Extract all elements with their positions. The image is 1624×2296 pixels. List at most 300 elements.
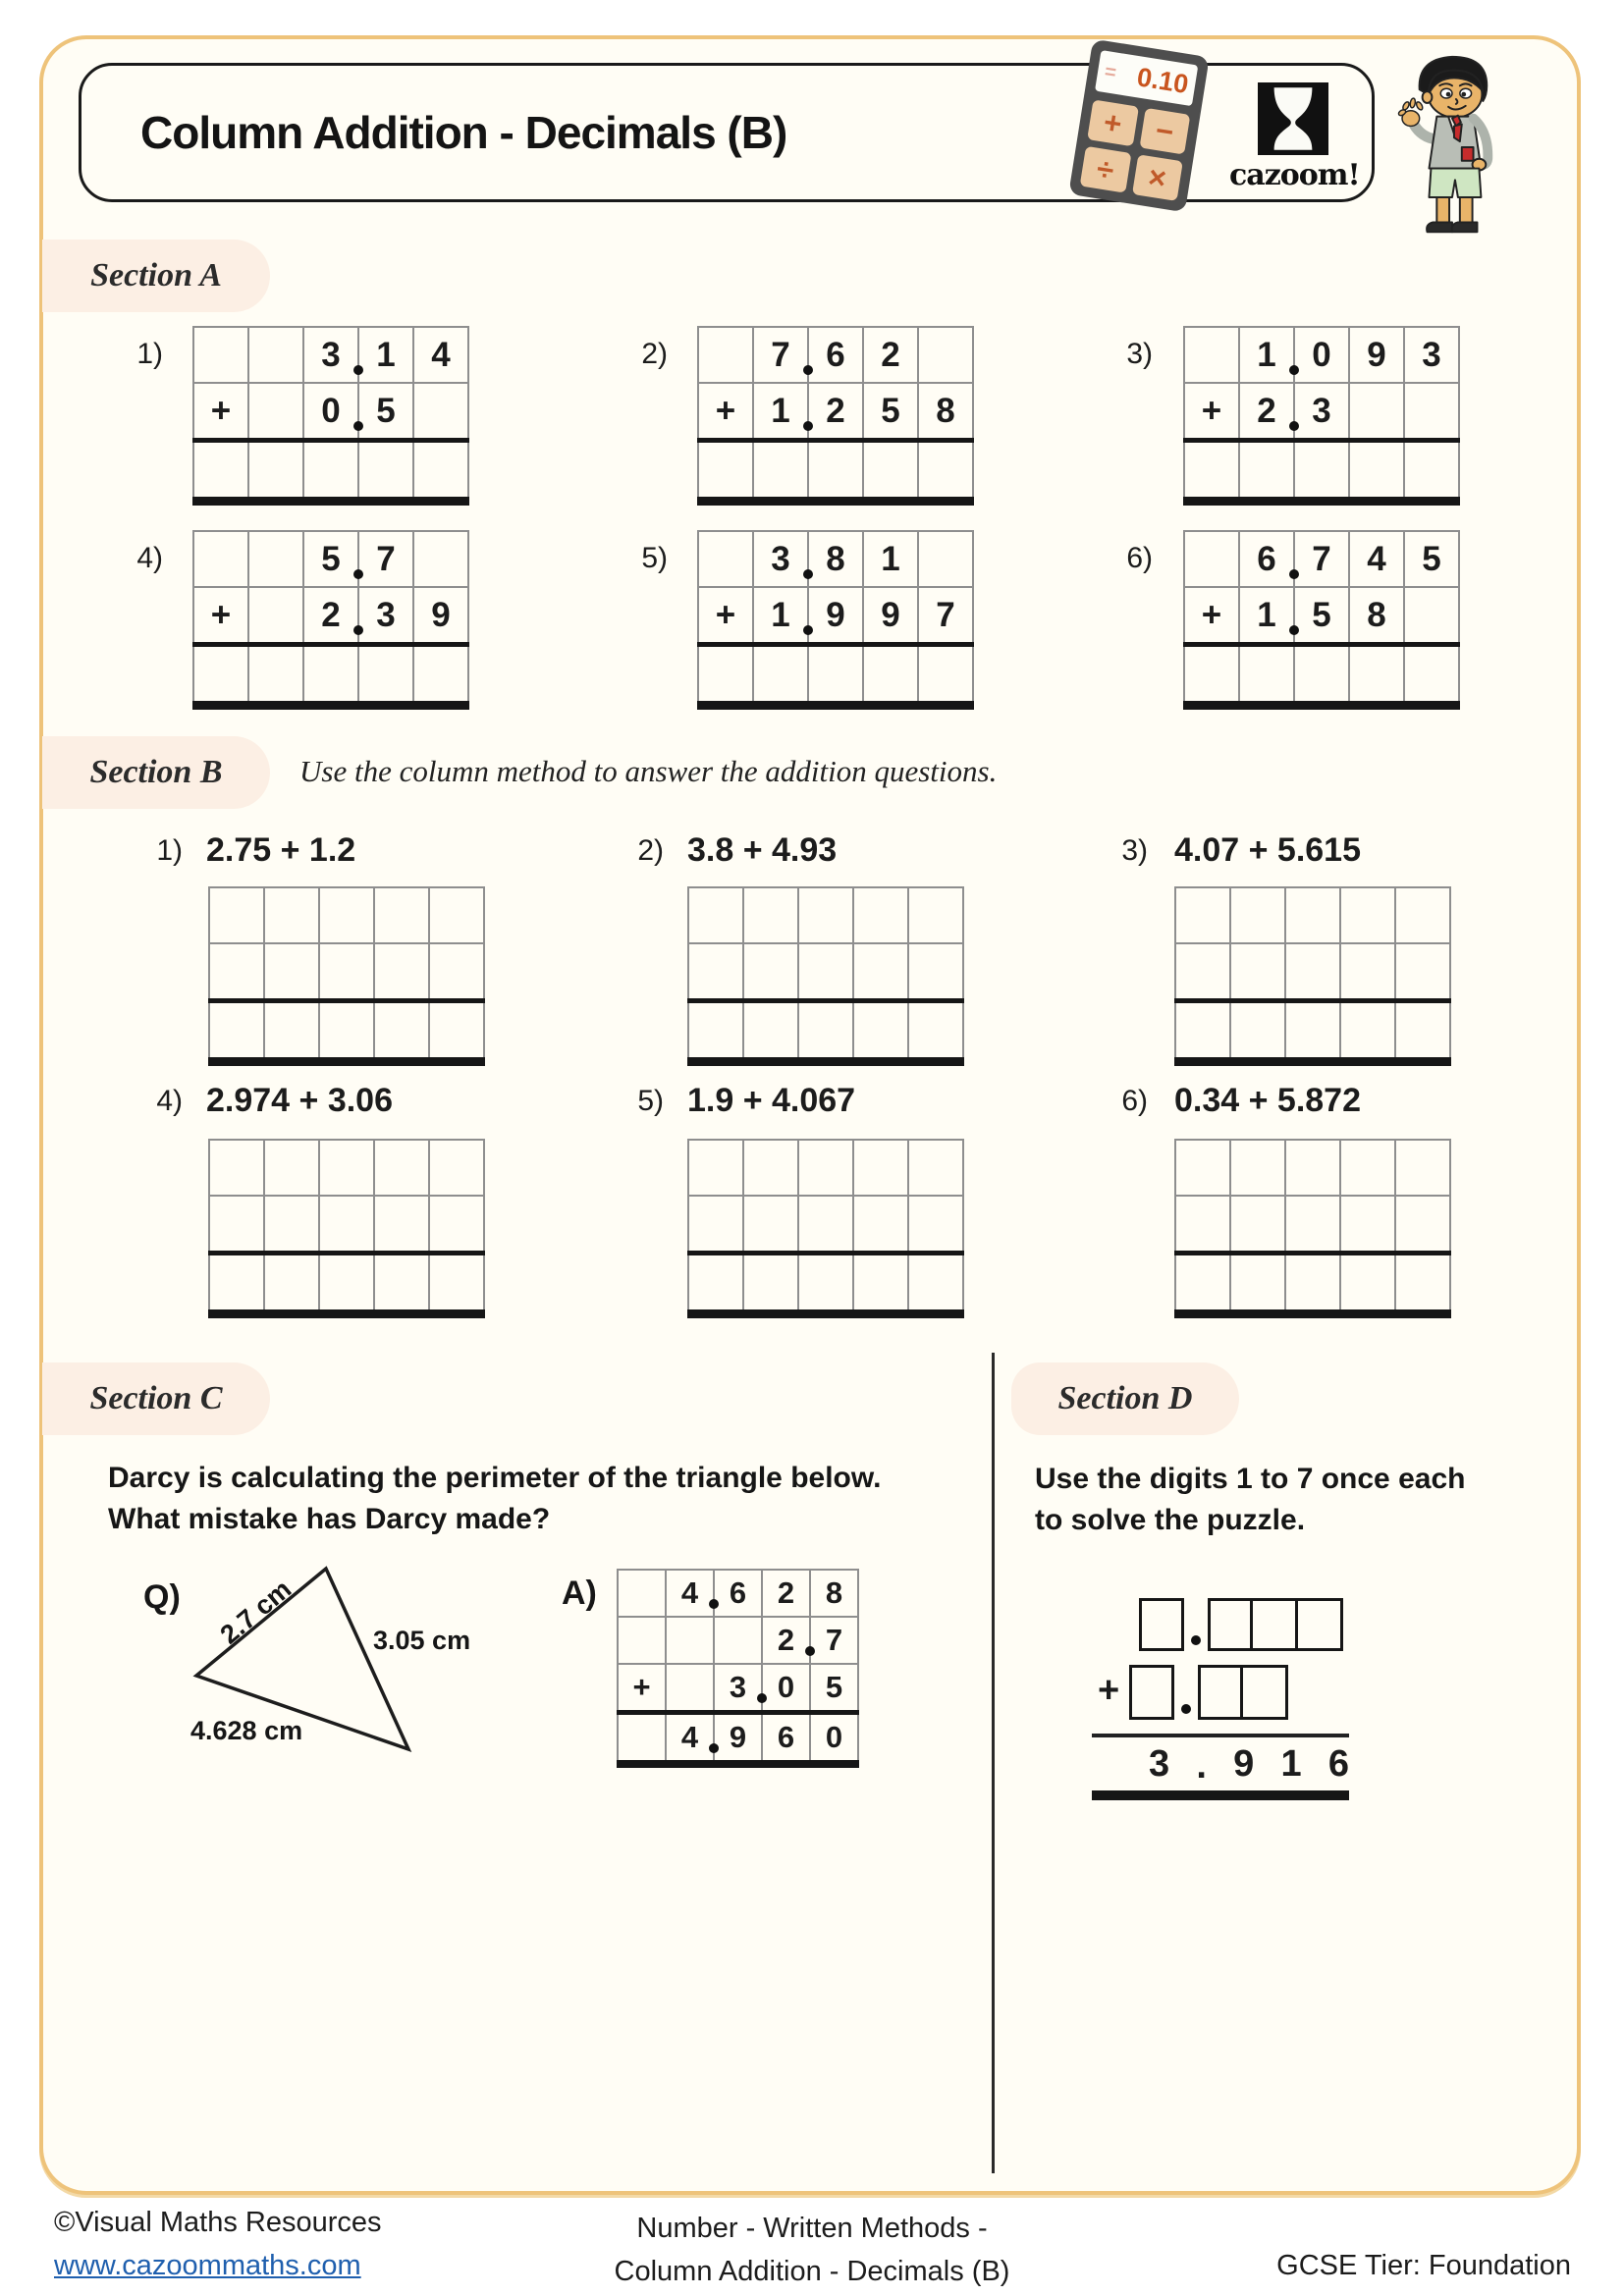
- grid-cell: [248, 645, 303, 706]
- column-grid-a3: [1183, 326, 1460, 506]
- multiply-key-icon: ×: [1132, 154, 1183, 201]
- grid-cell: [714, 1617, 762, 1664]
- grid-cell: [698, 441, 753, 502]
- grid-cell: [743, 1140, 798, 1196]
- grid-cell: [808, 645, 863, 706]
- section-c-question-line1: Darcy is calculating the perimeter of the triangle below.: [108, 1462, 882, 1494]
- puzzle-answer: [1149, 1743, 1349, 1786]
- digit-box: [1298, 1598, 1343, 1651]
- grid-cell: 1: [358, 327, 413, 383]
- decimal-point: [353, 421, 363, 431]
- problem-number: 1): [156, 834, 183, 867]
- empty-working-grid-b6: [1174, 1139, 1451, 1318]
- grid-cell: 6: [808, 327, 863, 383]
- grid-cell: [1285, 1196, 1340, 1254]
- answer-label: A): [562, 1575, 597, 1612]
- grid-cell: [374, 887, 429, 943]
- decimal-point: [1191, 1635, 1201, 1645]
- grid-cell: +: [698, 587, 753, 645]
- digit-box: [1208, 1598, 1253, 1651]
- grid-cell: [853, 1001, 908, 1062]
- grid-cell: [1230, 943, 1285, 1001]
- plus-sign: +: [1098, 1670, 1120, 1711]
- grid-cell: 9: [863, 587, 918, 645]
- grid-cell: 4: [666, 1570, 714, 1617]
- grid-cell: [798, 943, 853, 1001]
- grid-cell: [743, 943, 798, 1001]
- darcy-working-grid: [617, 1569, 859, 1768]
- grid-cell: [798, 1254, 853, 1314]
- grid-cell: [918, 531, 973, 587]
- section-c-question-line2: What mistake has Darcy made?: [108, 1503, 551, 1535]
- grid-cell: [798, 1001, 853, 1062]
- cazoom-goblet-icon: [1258, 82, 1328, 155]
- puzzle-row-2: [1098, 1665, 1288, 1720]
- section-d-label: Section D: [1011, 1362, 1239, 1435]
- grid-cell: [1404, 645, 1459, 706]
- grid-cell: [1184, 441, 1239, 502]
- grid-cell: 7: [918, 587, 973, 645]
- decimal-point: [1289, 421, 1299, 431]
- problem-number: 5): [637, 1085, 664, 1117]
- grid-cell: [358, 441, 413, 502]
- grid-cell: [1395, 887, 1450, 943]
- grid-cell: 4: [666, 1713, 714, 1765]
- grid-cell: 7: [1294, 531, 1349, 587]
- grid-cell: [743, 1196, 798, 1254]
- grid-cell: [193, 645, 248, 706]
- grid-cell: [374, 1001, 429, 1062]
- column-grid-a4: [192, 530, 469, 710]
- section-divider-line: [992, 1353, 995, 2173]
- grid-cell: [1175, 943, 1230, 1001]
- grid-cell: [666, 1617, 714, 1664]
- grid-cell: 3: [714, 1664, 762, 1713]
- grid-cell: +: [1184, 383, 1239, 441]
- website-link[interactable]: www.cazoommaths.com: [54, 2250, 361, 2281]
- empty-working-grid-b2: [687, 886, 964, 1066]
- grid-cell: [413, 645, 468, 706]
- problem-expression: 4.07 + 5.615: [1174, 831, 1362, 869]
- grid-cell: [798, 1196, 853, 1254]
- grid-cell: 8: [808, 531, 863, 587]
- grid-cell: [1239, 645, 1294, 706]
- grid-cell: 3: [358, 587, 413, 645]
- grid-cell: 5: [303, 531, 358, 587]
- footer-copyright: ©Visual Maths Resources: [54, 2207, 382, 2238]
- grid-cell: [319, 943, 374, 1001]
- grid-cell: [303, 645, 358, 706]
- grid-cell: [1340, 1254, 1395, 1314]
- digit-box: [1129, 1665, 1174, 1720]
- grid-cell: [264, 1140, 319, 1196]
- grid-cell: [413, 441, 468, 502]
- grid-cell: [618, 1617, 666, 1664]
- grid-cell: [1404, 441, 1459, 502]
- calculator-icon: [1068, 39, 1210, 213]
- decimal-point: [353, 569, 363, 579]
- section-b-label: Section B: [42, 736, 270, 809]
- grid-cell: [1340, 1140, 1395, 1196]
- problem-number: 2): [641, 338, 668, 370]
- grid-cell: [1395, 1196, 1450, 1254]
- grid-cell: [319, 1001, 374, 1062]
- grid-cell: 2: [762, 1570, 810, 1617]
- grid-cell: [1349, 645, 1404, 706]
- boy-mascot-illustration: [1394, 51, 1510, 248]
- grid-cell: [1285, 1254, 1340, 1314]
- decimal-point: [805, 1646, 815, 1656]
- grid-cell: 0: [810, 1713, 858, 1765]
- footer-tier: GCSE Tier: Foundation: [1276, 2250, 1571, 2281]
- problem-number: 4): [156, 1085, 183, 1117]
- triangle-diagram: [179, 1551, 517, 1782]
- grid-cell: 1: [753, 383, 808, 441]
- grid-cell: [753, 645, 808, 706]
- grid-cell: 5: [358, 383, 413, 441]
- grid-cell: [429, 1001, 484, 1062]
- grid-cell: [618, 1570, 666, 1617]
- grid-cell: [319, 887, 374, 943]
- grid-cell: [908, 1196, 963, 1254]
- grid-cell: [853, 943, 908, 1001]
- grid-cell: 0: [1294, 327, 1349, 383]
- grid-cell: [374, 943, 429, 1001]
- decimal-point: [803, 569, 813, 579]
- grid-cell: 1: [753, 587, 808, 645]
- grid-cell: [374, 1254, 429, 1314]
- grid-cell: [1395, 1254, 1450, 1314]
- grid-cell: [319, 1196, 374, 1254]
- grid-cell: [698, 645, 753, 706]
- grid-cell: [1285, 1001, 1340, 1062]
- grid-cell: [853, 1254, 908, 1314]
- decimal-point: [1181, 1704, 1191, 1714]
- grid-cell: [209, 887, 264, 943]
- grid-cell: 7: [753, 327, 808, 383]
- grid-cell: [688, 1140, 743, 1196]
- grid-cell: [743, 1001, 798, 1062]
- grid-cell: [863, 441, 918, 502]
- grid-cell: 3: [303, 327, 358, 383]
- grid-cell: [1230, 1140, 1285, 1196]
- grid-cell: [248, 327, 303, 383]
- calculator-equals-glyph: =: [1103, 60, 1118, 84]
- footer-topic: [468, 2207, 1156, 2293]
- grid-cell: [264, 887, 319, 943]
- problem-number: 5): [641, 542, 668, 574]
- problem-expression: 2.75 + 1.2: [206, 831, 356, 869]
- grid-cell: [863, 645, 918, 706]
- grid-cell: [1404, 383, 1459, 441]
- decimal-point: [1289, 569, 1299, 579]
- grid-cell: 2: [303, 587, 358, 645]
- grid-cell: [1285, 943, 1340, 1001]
- page-title: Column Addition - Decimals (B): [140, 107, 787, 158]
- grid-cell: 2: [808, 383, 863, 441]
- grid-cell: 2: [863, 327, 918, 383]
- grid-cell: 6: [762, 1713, 810, 1765]
- grid-cell: [358, 645, 413, 706]
- grid-cell: 5: [863, 383, 918, 441]
- problem-number: 3): [1121, 834, 1148, 867]
- grid-cell: +: [193, 383, 248, 441]
- grid-cell: 5: [1404, 531, 1459, 587]
- grid-cell: [918, 441, 973, 502]
- grid-cell: [1395, 1140, 1450, 1196]
- grid-cell: 3: [1404, 327, 1459, 383]
- grid-cell: [1230, 1001, 1285, 1062]
- column-grid-a5: [697, 530, 974, 710]
- section-c-label: Section C: [42, 1362, 270, 1435]
- calculator-display: 0.10: [1134, 61, 1191, 99]
- grid-cell: [743, 887, 798, 943]
- grid-cell: [808, 441, 863, 502]
- grid-cell: [918, 327, 973, 383]
- result-line: [1092, 1790, 1349, 1800]
- column-grid-a2: [697, 326, 974, 506]
- grid-cell: +: [618, 1664, 666, 1713]
- grid-cell: 4: [1349, 531, 1404, 587]
- grid-cell: [248, 531, 303, 587]
- decimal-point: [1289, 365, 1299, 375]
- grid-cell: [908, 1140, 963, 1196]
- grid-cell: [248, 383, 303, 441]
- grid-cell: [1349, 441, 1404, 502]
- grid-cell: [193, 531, 248, 587]
- grid-cell: 7: [810, 1617, 858, 1664]
- footer-topic-line2: Column Addition - Decimals (B): [614, 2256, 1010, 2287]
- answer-digit: 9: [1233, 1743, 1255, 1785]
- problem-number: 6): [1126, 542, 1153, 574]
- grid-cell: [319, 1140, 374, 1196]
- grid-cell: [1294, 645, 1349, 706]
- empty-working-grid-b1: [208, 886, 485, 1066]
- grid-cell: 6: [714, 1570, 762, 1617]
- grid-cell: [1395, 943, 1450, 1001]
- grid-cell: [264, 1001, 319, 1062]
- grid-cell: 6: [1239, 531, 1294, 587]
- decimal-point: [1289, 625, 1299, 635]
- cazoom-logo-text: cazoom!: [1229, 158, 1360, 192]
- column-grid-a6: [1183, 530, 1460, 710]
- grid-cell: [688, 1254, 743, 1314]
- grid-cell: [1175, 1140, 1230, 1196]
- grid-cell: [853, 1196, 908, 1254]
- problem-number: 6): [1121, 1085, 1148, 1117]
- footer-topic-line1: Number - Written Methods -: [636, 2213, 988, 2244]
- empty-working-grid-b3: [1174, 886, 1451, 1066]
- grid-cell: [1230, 887, 1285, 943]
- digit-box: [1139, 1598, 1184, 1651]
- problem-expression: 1.9 + 4.067: [687, 1082, 856, 1119]
- grid-cell: [1349, 383, 1404, 441]
- grid-cell: 3: [753, 531, 808, 587]
- grid-cell: [193, 327, 248, 383]
- grid-cell: [1340, 1001, 1395, 1062]
- grid-cell: [209, 943, 264, 1001]
- grid-cell: [688, 943, 743, 1001]
- calculator-keys: [1080, 99, 1191, 201]
- grid-cell: [853, 1140, 908, 1196]
- grid-cell: [1175, 1196, 1230, 1254]
- grid-cell: [1395, 1001, 1450, 1062]
- grid-cell: 3: [1294, 383, 1349, 441]
- grid-cell: 0: [303, 383, 358, 441]
- grid-cell: [1175, 887, 1230, 943]
- decimal-point: [709, 1599, 719, 1609]
- empty-working-grid-b4: [208, 1139, 485, 1318]
- grid-cell: [908, 1001, 963, 1062]
- grid-cell: [688, 887, 743, 943]
- grid-cell: [209, 1001, 264, 1062]
- grid-cell: [248, 441, 303, 502]
- grid-cell: [618, 1713, 666, 1765]
- grid-cell: [688, 1196, 743, 1254]
- puzzle-row-1: [1139, 1598, 1343, 1651]
- grid-cell: 9: [714, 1713, 762, 1765]
- grid-cell: [1285, 887, 1340, 943]
- minus-key-icon: −: [1139, 108, 1190, 155]
- grid-cell: 7: [358, 531, 413, 587]
- grid-cell: [429, 887, 484, 943]
- grid-cell: [429, 943, 484, 1001]
- grid-cell: 9: [413, 587, 468, 645]
- grid-cell: 9: [808, 587, 863, 645]
- grid-cell: [666, 1664, 714, 1713]
- grid-cell: 5: [810, 1664, 858, 1713]
- grid-cell: [1175, 1001, 1230, 1062]
- section-d-instruction-line2: to solve the puzzle.: [1035, 1504, 1306, 1536]
- decimal-point: [353, 365, 363, 375]
- problem-expression: 0.34 + 5.872: [1174, 1082, 1362, 1119]
- grid-cell: [688, 1001, 743, 1062]
- problem-expression: 2.974 + 3.06: [206, 1082, 394, 1119]
- grid-cell: [1184, 645, 1239, 706]
- section-b-instruction: Use the column method to answer the addition questions.: [299, 754, 998, 788]
- grid-cell: [918, 645, 973, 706]
- grid-cell: 8: [1349, 587, 1404, 645]
- grid-cell: [193, 441, 248, 502]
- grid-cell: [908, 887, 963, 943]
- column-grid-a1: [192, 326, 469, 506]
- grid-cell: [264, 1196, 319, 1254]
- problem-number: 4): [136, 542, 163, 574]
- decimal-point: [803, 365, 813, 375]
- answer-digit: 6: [1327, 1743, 1349, 1785]
- grid-cell: 5: [1294, 587, 1349, 645]
- grid-cell: 0: [762, 1664, 810, 1713]
- grid-cell: [209, 1196, 264, 1254]
- grid-cell: [1184, 327, 1239, 383]
- grid-cell: [374, 1196, 429, 1254]
- grid-cell: [209, 1140, 264, 1196]
- grid-cell: [1175, 1254, 1230, 1314]
- decimal-point: [353, 625, 363, 635]
- grid-cell: [908, 1254, 963, 1314]
- divide-key-icon: ÷: [1080, 146, 1131, 193]
- digit-box: [1198, 1665, 1243, 1720]
- answer-digit: 3: [1149, 1743, 1170, 1785]
- digit-box-strip: [1198, 1665, 1288, 1720]
- grid-cell: [303, 441, 358, 502]
- grid-cell: [429, 1140, 484, 1196]
- grid-cell: [413, 531, 468, 587]
- grid-cell: 8: [918, 383, 973, 441]
- grid-cell: [413, 383, 468, 441]
- grid-cell: [698, 531, 753, 587]
- grid-cell: [853, 887, 908, 943]
- grid-cell: +: [698, 383, 753, 441]
- grid-cell: [1340, 943, 1395, 1001]
- section-d-instruction-line1: Use the digits 1 to 7 once each: [1035, 1463, 1466, 1495]
- grid-cell: 1: [1239, 587, 1294, 645]
- cazoom-logo: [1229, 82, 1360, 192]
- grid-cell: [743, 1254, 798, 1314]
- digit-box: [1253, 1598, 1298, 1651]
- grid-cell: [264, 1254, 319, 1314]
- triangle-side-label-1: 2.7 cm: [214, 1574, 298, 1650]
- triangle-side-label-3: 4.628 cm: [190, 1716, 303, 1745]
- calculator-screen: [1095, 50, 1198, 106]
- plus-key-icon: +: [1087, 99, 1138, 146]
- grid-cell: [248, 587, 303, 645]
- answer-digit: 1: [1280, 1743, 1302, 1785]
- problem-number: 2): [637, 834, 664, 867]
- grid-cell: [798, 887, 853, 943]
- question-label: Q): [143, 1578, 181, 1616]
- triangle-side-label-2: 3.05 cm: [373, 1626, 471, 1655]
- decimal-point: .: [1196, 1745, 1207, 1787]
- decimal-point: [709, 1743, 719, 1753]
- grid-cell: 4: [413, 327, 468, 383]
- problem-expression: 3.8 + 4.93: [687, 831, 838, 869]
- grid-cell: 8: [810, 1570, 858, 1617]
- grid-cell: [1294, 441, 1349, 502]
- grid-cell: 1: [1239, 327, 1294, 383]
- grid-cell: [1239, 441, 1294, 502]
- empty-working-grid-b5: [687, 1139, 964, 1318]
- grid-cell: [429, 1254, 484, 1314]
- grid-cell: [753, 441, 808, 502]
- grid-cell: [1230, 1196, 1285, 1254]
- grid-cell: [1285, 1140, 1340, 1196]
- grid-cell: 1: [863, 531, 918, 587]
- grid-cell: [698, 327, 753, 383]
- decimal-point: [757, 1693, 767, 1703]
- grid-cell: [429, 1196, 484, 1254]
- grid-cell: [908, 943, 963, 1001]
- grid-cell: 2: [762, 1617, 810, 1664]
- digit-box: [1243, 1665, 1288, 1720]
- grid-cell: [1404, 587, 1459, 645]
- digit-box-strip: [1208, 1598, 1343, 1651]
- grid-cell: [1230, 1254, 1285, 1314]
- grid-cell: +: [1184, 587, 1239, 645]
- sum-line: [1092, 1734, 1349, 1737]
- footer-website: [54, 2250, 361, 2282]
- grid-cell: [209, 1254, 264, 1314]
- decimal-point: [803, 625, 813, 635]
- problem-number: 3): [1126, 338, 1153, 370]
- grid-cell: [798, 1140, 853, 1196]
- grid-cell: [1184, 531, 1239, 587]
- decimal-point: [803, 421, 813, 431]
- grid-cell: 9: [1349, 327, 1404, 383]
- problem-number: 1): [136, 338, 163, 370]
- grid-cell: [319, 1254, 374, 1314]
- section-a-label: Section A: [42, 240, 270, 312]
